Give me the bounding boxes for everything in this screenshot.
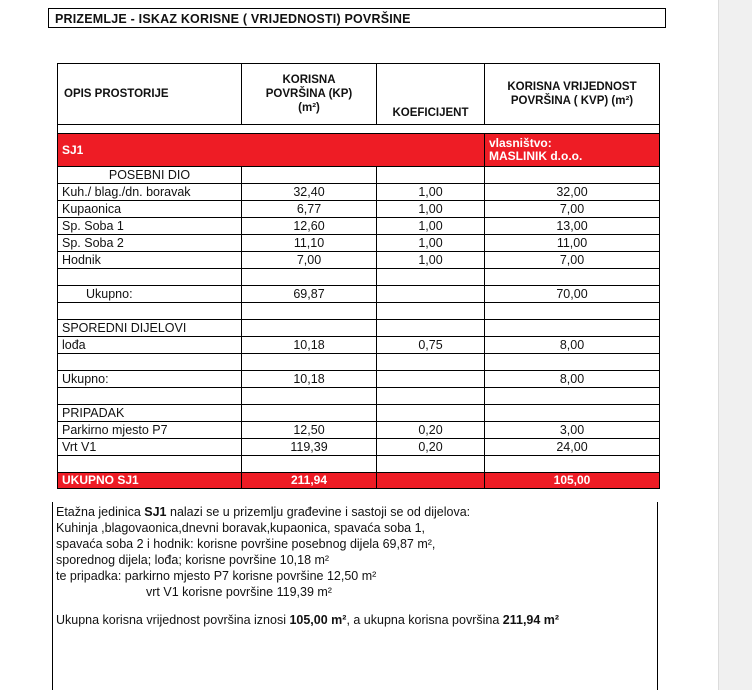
room-koef: 1,00 <box>377 184 485 201</box>
room-name: Sp. Soba 2 <box>58 235 242 252</box>
room-kvp: 13,00 <box>485 218 660 235</box>
sj1-header-row <box>58 134 660 167</box>
empty-row <box>58 354 660 371</box>
room-kp: 6,77 <box>242 201 377 218</box>
room-kvp: 7,00 <box>485 201 660 218</box>
room-name: Parkirno mjesto P7 <box>58 422 242 439</box>
subtotal-label: Ukupno: <box>58 371 242 388</box>
room-koef: 1,00 <box>377 218 485 235</box>
summary-kvp: 105,00 m² <box>289 613 347 627</box>
empty-row <box>58 269 660 286</box>
description-notes <box>52 502 658 690</box>
room-kp: 12,50 <box>242 422 377 439</box>
grand-total-label: UKUPNO SJ1 <box>58 473 242 489</box>
room-name: Sp. Soba 1 <box>58 218 242 235</box>
room-kvp: 3,00 <box>485 422 660 439</box>
subtotal-row <box>58 371 660 388</box>
room-kp: 11,10 <box>242 235 377 252</box>
grand-total-row <box>58 473 660 489</box>
note-unit-id: SJ1 <box>144 505 167 519</box>
header-kp-line3: (m²) <box>298 102 320 114</box>
subtotal-kvp: 70,00 <box>485 286 660 303</box>
page-edge-strip <box>718 0 752 690</box>
header-opis: OPIS PROSTORIJE <box>58 64 242 125</box>
note-line: sporednog dijela; lođa; korisne površine 10,18 m² <box>56 553 330 567</box>
sj1-owner <box>485 134 660 167</box>
room-kvp: 7,00 <box>485 252 660 269</box>
header-kvp-line1: KORISNA VRIJEDNOST <box>507 81 637 93</box>
summary-text: , a ukupna korisna površina <box>346 613 503 627</box>
area-table <box>57 63 660 489</box>
room-koef: 0,20 <box>377 422 485 439</box>
sj1-label: SJ1 <box>58 134 485 167</box>
header-kvp <box>485 64 660 125</box>
room-koef: 1,00 <box>377 252 485 269</box>
room-koef: 1,00 <box>377 201 485 218</box>
room-name: lođa <box>58 337 242 354</box>
header-kp-line2: POVRŠINA (KP) <box>265 88 353 100</box>
room-kvp: 32,00 <box>485 184 660 201</box>
section-heading-row <box>58 167 660 184</box>
table-row <box>58 252 660 269</box>
header-kp <box>242 64 377 125</box>
subtotal-kvp: 8,00 <box>485 371 660 388</box>
table-row <box>58 235 660 252</box>
table-row <box>58 218 660 235</box>
room-name: Hodnik <box>58 252 242 269</box>
subtotal-row <box>58 286 660 303</box>
header-koeficijent: KOEFICIJENT <box>377 64 485 125</box>
table-row <box>58 201 660 218</box>
room-kvp: 24,00 <box>485 439 660 456</box>
room-kvp: 11,00 <box>485 235 660 252</box>
room-name: Kuh./ blag./dn. boravak <box>58 184 242 201</box>
summary-kp: 211,94 m² <box>502 613 560 627</box>
table-row <box>58 337 660 354</box>
section-heading-posebni: POSEBNI DIO <box>58 167 242 184</box>
table-row <box>58 422 660 439</box>
note-line: Kuhinja ,blagovaonica,dnevni boravak,kupaonica, spavaća soba 1, <box>56 521 426 535</box>
header-kvp-line2: POVRŠINA ( KVP) (m²) <box>510 95 634 107</box>
sj1-owner-line2: MASLINIK d.o.o. <box>489 149 583 163</box>
subtotal-kp: 10,18 <box>242 371 377 388</box>
header-kp-line1: KORISNA <box>282 74 336 86</box>
room-name: Vrt V1 <box>58 439 242 456</box>
note-line: spavaća soba 2 i hodnik: korisne površine posebnog dijela 69,87 m², <box>56 537 436 551</box>
room-kp: 10,18 <box>242 337 377 354</box>
section-heading-pripadak: PRIPADAK <box>58 405 242 422</box>
note-line <box>56 504 657 520</box>
document-title: PRIZEMLJE - ISKAZ KORISNE ( VRIJEDNOSTI) POVRŠINE <box>48 8 666 28</box>
room-name: Kupaonica <box>58 201 242 218</box>
note-line: te pripadka: parkirno mjesto P7 korisne površine 12,50 m² <box>56 569 377 583</box>
note-text: nalazi se u prizemlju građevine i sastoji se od dijelova: <box>166 505 471 519</box>
room-koef: 0,20 <box>377 439 485 456</box>
empty-row <box>58 303 660 320</box>
table-header-row <box>58 64 660 125</box>
room-kp: 119,39 <box>242 439 377 456</box>
empty-row <box>58 388 660 405</box>
room-kp: 12,60 <box>242 218 377 235</box>
sj1-owner-line1: vlasništvo: <box>489 136 552 150</box>
summary-line <box>56 612 657 628</box>
grand-total-kvp: 105,00 <box>485 473 660 489</box>
room-kp: 32,40 <box>242 184 377 201</box>
note-line: vrt V1 korisne površine 119,39 m² <box>146 585 332 599</box>
summary-text: Ukupna korisna vrijednost površina iznosi <box>56 613 290 627</box>
spacer-row <box>58 125 660 134</box>
room-koef: 0,75 <box>377 337 485 354</box>
section-heading-row <box>58 405 660 422</box>
subtotal-kp: 69,87 <box>242 286 377 303</box>
empty-row <box>58 456 660 473</box>
grand-total-kp: 211,94 <box>242 473 377 489</box>
table-row <box>58 184 660 201</box>
room-kp: 7,00 <box>242 252 377 269</box>
subtotal-label: Ukupno: <box>58 286 242 303</box>
table-row <box>58 439 660 456</box>
note-text: Etažna jedinica <box>56 505 145 519</box>
room-koef: 1,00 <box>377 235 485 252</box>
section-heading-sporedni: SPOREDNI DIJELOVI <box>58 320 242 337</box>
section-heading-row <box>58 320 660 337</box>
room-kvp: 8,00 <box>485 337 660 354</box>
